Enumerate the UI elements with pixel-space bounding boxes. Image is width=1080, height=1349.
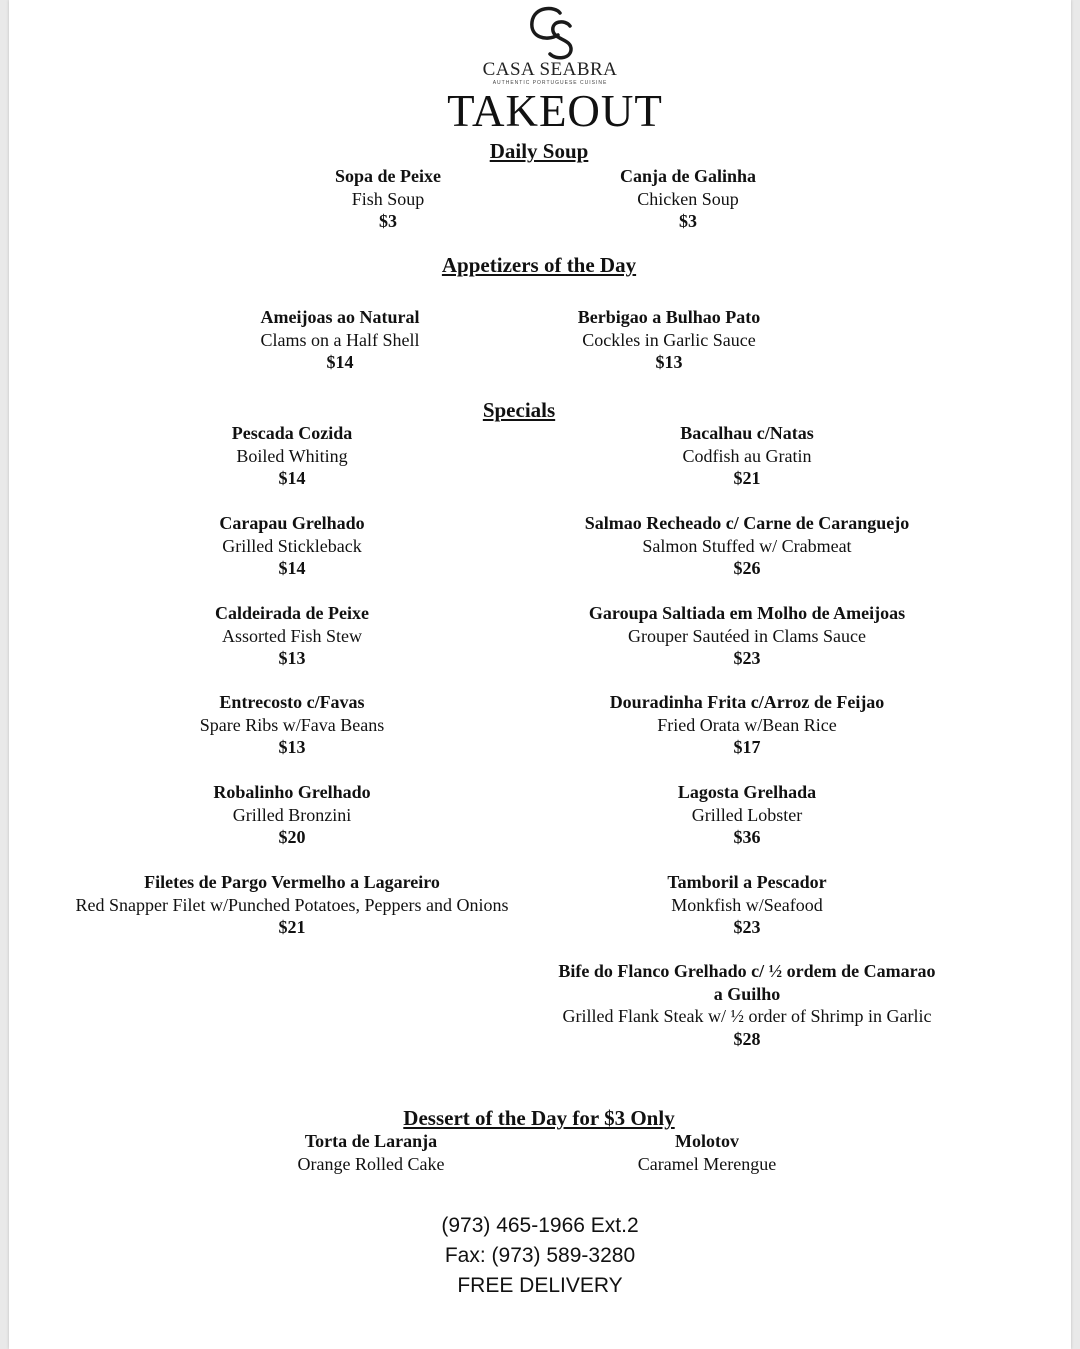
item-price: $36 xyxy=(733,827,761,847)
item-name: Berbigao a Bulhao Pato xyxy=(577,307,761,327)
item-name: Garoupa Saltiada em Molho de Ameijoas xyxy=(588,603,906,623)
item-price: $13 xyxy=(655,352,683,372)
item-name: Ameijoas ao Natural xyxy=(260,307,420,327)
item-name: Torta de Laranja xyxy=(304,1131,438,1151)
cs-monogram-logo xyxy=(520,4,580,60)
item-description: Grilled Flank Steak w/ ½ order of Shrimp in Garlic xyxy=(562,1006,932,1026)
item-description: Boiled Whiting xyxy=(236,445,348,466)
item-description: Grilled Lobster xyxy=(691,804,803,825)
restaurant-logo xyxy=(480,4,620,87)
menu-item xyxy=(72,871,512,939)
brand-name: CASA SEABRA xyxy=(482,59,618,80)
soup-heading: Daily Soup xyxy=(489,139,589,163)
item-description: Cockles in Garlic Sauce xyxy=(582,329,756,350)
menu-item xyxy=(519,306,819,374)
item-price: $20 xyxy=(278,827,306,847)
menu-item xyxy=(547,781,947,849)
item-price: $14 xyxy=(278,468,306,488)
item-price: $23 xyxy=(733,917,761,937)
item-name: Pescada Cozida xyxy=(231,423,353,443)
item-name: Lagosta Grelhada xyxy=(677,782,817,802)
item-name: Canja de Galinha xyxy=(619,166,757,186)
menu-item xyxy=(548,165,828,233)
item-description: Monkfish w/Seafood xyxy=(671,894,823,915)
menu-item xyxy=(547,871,947,939)
menu-item xyxy=(72,781,512,849)
item-description: Grilled Bronzini xyxy=(232,804,352,825)
item-name: Sopa de Peixe xyxy=(335,166,441,186)
menu-item xyxy=(72,422,512,490)
item-name: Carapau Grelhado xyxy=(219,513,365,533)
item-description: Clams on a Half Shell xyxy=(260,329,420,350)
menu-item xyxy=(547,422,947,490)
menu-item xyxy=(72,512,512,580)
menu-item xyxy=(547,602,947,670)
page-title: TAKEOUT xyxy=(447,86,663,136)
item-price: $13 xyxy=(278,648,306,668)
item-price: $26 xyxy=(733,558,761,578)
item-description: Grouper Sautéed in Clams Sauce xyxy=(628,625,866,646)
phone-number: (973) 465-1966 Ext.2 xyxy=(441,1214,639,1237)
item-description: Orange Rolled Cake xyxy=(297,1153,445,1174)
item-name: Molotov xyxy=(675,1131,739,1151)
item-name: Entrecosto c/Favas xyxy=(219,692,365,712)
item-description: Fish Soup xyxy=(351,188,425,209)
menu-item xyxy=(557,960,937,1050)
menu-item xyxy=(221,1130,521,1175)
item-name: Salmao Recheado c/ Carne de Caranguejo xyxy=(584,513,910,533)
fax-number: Fax: (973) 589-3280 xyxy=(444,1244,636,1267)
delivery-note: FREE DELIVERY xyxy=(457,1274,623,1297)
item-price: $3 xyxy=(679,211,697,231)
item-description: Spare Ribs w/Fava Beans xyxy=(199,714,385,735)
item-price: $14 xyxy=(278,558,306,578)
item-name: Tamboril a Pescador xyxy=(667,872,827,892)
item-description: Red Snapper Filet w/Punched Potatoes, Peppers and Onions xyxy=(75,894,509,915)
item-price: $14 xyxy=(326,352,354,372)
item-price: $28 xyxy=(733,1028,761,1049)
item-name: Caldeirada de Peixe xyxy=(215,603,369,623)
dessert-heading: Dessert of the Day for $3 Only xyxy=(403,1106,675,1130)
item-description: Fried Orata w/Bean Rice xyxy=(657,714,837,735)
item-name: Bacalhau c/Natas xyxy=(680,423,814,443)
menu-item xyxy=(72,691,512,759)
contact-info xyxy=(340,1211,740,1301)
menu-item xyxy=(547,691,947,759)
item-description: Chicken Soup xyxy=(637,188,739,209)
item-description: Caramel Merengue xyxy=(637,1153,777,1174)
item-description: Salmon Stuffed w/ Crabmeat xyxy=(642,535,852,556)
item-price: $17 xyxy=(733,737,761,757)
item-description: Grilled Stickleback xyxy=(222,535,362,556)
item-price: $13 xyxy=(278,737,306,757)
menu-item xyxy=(72,602,512,670)
specials-heading: Specials xyxy=(482,398,556,422)
menu-item xyxy=(547,512,947,580)
item-name: Filetes de Pargo Vermelho a Lagareiro xyxy=(144,872,440,892)
brand-tagline: AUTHENTIC PORTUGUESE CUISINE xyxy=(492,80,608,86)
item-description: Codfish au Gratin xyxy=(682,445,812,466)
menu-item xyxy=(248,165,528,233)
menu-item xyxy=(190,306,490,374)
menu-page xyxy=(9,0,1071,1349)
menu-item xyxy=(557,1130,857,1175)
item-name: Douradinha Frita c/Arroz de Feijao xyxy=(609,692,885,712)
item-price: $21 xyxy=(278,917,306,937)
item-name: Bife do Flanco Grelhado c/ ½ ordem de Camarao a Guilho xyxy=(558,961,936,1004)
item-price: $21 xyxy=(733,468,761,488)
item-description: Assorted Fish Stew xyxy=(221,625,362,646)
item-price: $3 xyxy=(379,211,397,231)
item-price: $23 xyxy=(733,648,761,668)
item-name: Robalinho Grelhado xyxy=(213,782,371,802)
appetizers-heading: Appetizers of the Day xyxy=(441,253,637,277)
